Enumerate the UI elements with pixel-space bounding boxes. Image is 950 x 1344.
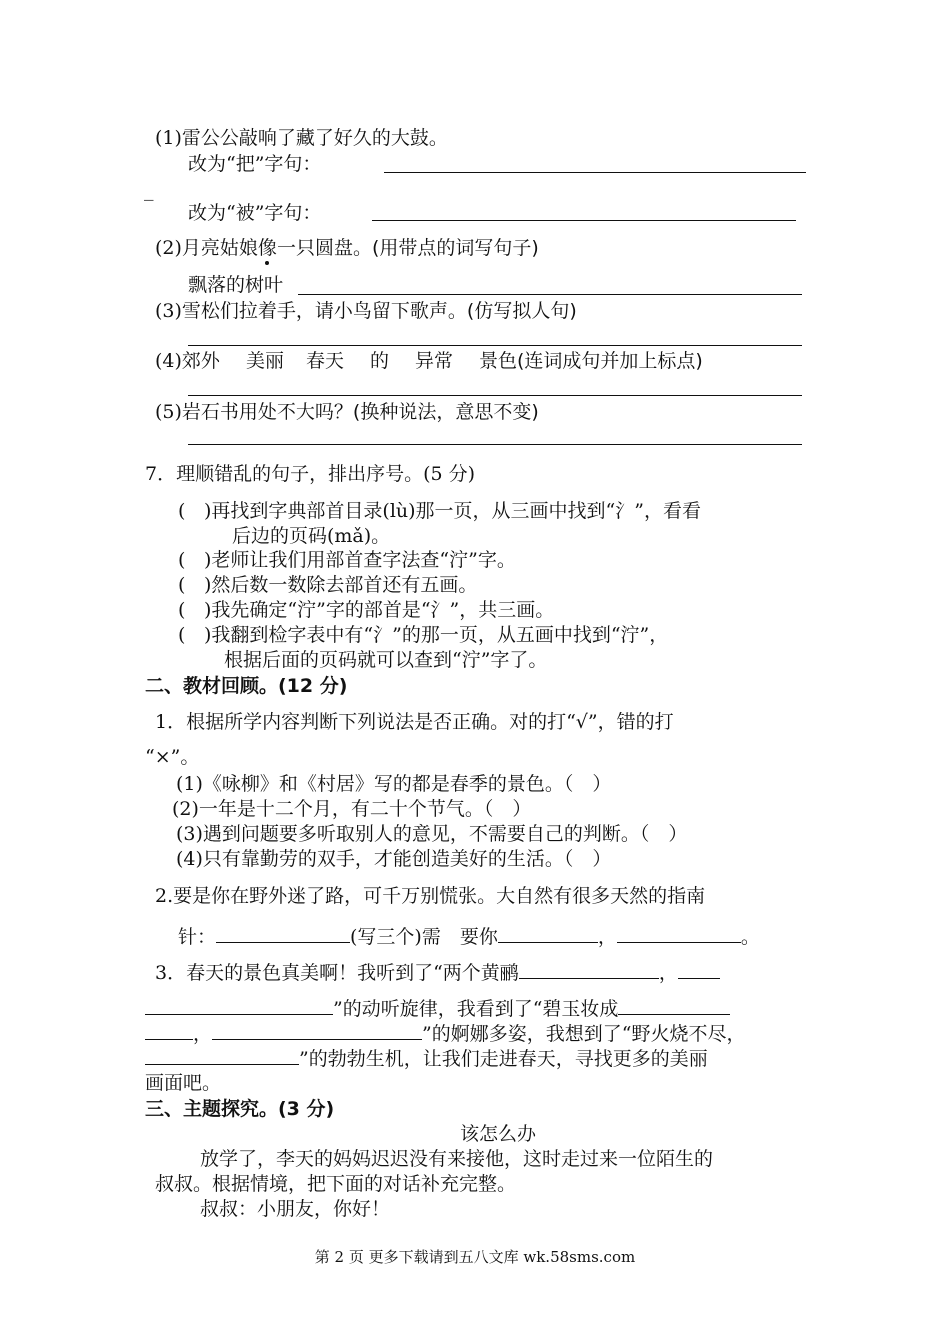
q7-item-text: )老师让我们用部首查字法查“泞”字。 [204,549,516,571]
q6-s4-word: 异常 [414,350,453,372]
q6-s2-prompt-pre: (2)月亮姑娘 [155,237,258,259]
q6-s4-word: 郊外 [181,350,220,372]
s2-q2-text-c: ， [597,926,617,948]
s2-q3-text-e: ”的婀娜多姿，我想到了“野火烧不尽， [422,1023,746,1045]
s2-q1-item-2: (2)一年是十二个月，有二十个节气。（ ） [172,798,532,820]
q7-item-text: )我翻到检字表中有“氵”的那一页，从五画中找到“泞”， [204,624,669,646]
s2-q2-text-d: 。 [740,926,760,948]
q7-title: 7．理顺错乱的句子，排出序号。(5 分) [145,463,476,485]
s2-q3-blank-5[interactable] [145,1046,299,1065]
q7-order-blank[interactable]: ( [178,549,186,571]
q6-s4-word: 美丽 [245,350,284,372]
q7-item-2 [178,548,516,572]
q7-item-text: )我先确定“泞”字的部首是“氵”，共三画。 [204,599,555,621]
s2-q2-blank-1[interactable] [216,924,350,943]
s2-q3-line1 [155,960,720,985]
q6-s1-ba-label: 改为“把”字句： [188,153,322,175]
s2-q3-text-f: ”的勃勃生机，让我们走进春天，寻找更多的美丽 [299,1048,708,1070]
q6-s3-hint: (仿写拟人句) [466,300,577,322]
s2-q3-line5: 画面吧。 [145,1072,222,1094]
q7-item-1 [178,499,701,523]
s2-q3-line2 [145,996,730,1021]
s2-q2-text-b: (写三个)需 要你 [350,926,498,948]
section3-title: 三、主题探究。(3 分) [145,1098,335,1120]
s2-q2-text-a: 针： [178,926,217,948]
q6-s3-answer-line[interactable] [188,345,802,346]
story-para-line2: 叔叔。根据情境，把下面的对话补充完整。 [155,1173,517,1195]
s2-q3-text-b: ， [658,962,678,984]
q6-s5-hint: (换种说法，意思不变) [352,401,539,423]
s2-q3-text-a: 3．春天的景色真美啊！我听到了“两个黄鹂 [155,962,519,984]
s2-q1-item-4: (4)只有靠勤劳的双手，才能创造美好的生活。（ ） [176,848,612,870]
q6-s4-prompt [155,349,703,373]
q7-item-5 [178,623,668,647]
s2-q2-line2 [178,924,760,949]
q6-s1-bei-answer-line[interactable] [372,220,796,221]
q6-s2-hint: (用带点的词写句子) [371,237,539,259]
s2-q1-item-1: (1)《咏柳》和《村居》写的都是春季的景色。（ ） [176,773,612,795]
s2-q3-text-d: ， [193,1023,213,1045]
page-footer: 第 2 页 更多下载请到五八文库 wk.58sms.com [314,1248,636,1266]
q6-s5-prompt [155,400,539,424]
q6-s4-num: (4) [155,350,182,372]
q7-item-3 [178,573,477,597]
s2-q1-item-3: (3)遇到问题要多听取别人的意见，不需要自己的判断。（ ） [176,823,688,845]
q6-s2-answer-line[interactable] [298,294,802,295]
s2-q2-blank-2[interactable] [498,924,598,943]
q7-order-blank[interactable]: ( [178,500,186,522]
s2-q3-text-c: ”的动听旋律，我看到了“碧玉妆成 [333,998,619,1020]
q7-item-text: )然后数一数除去部首还有五画。 [204,574,478,596]
q6-s1-bei-label: 改为“被”字句： [188,202,322,224]
s2-q3-blank-2-cont[interactable] [145,996,333,1015]
s2-q3-blank-2[interactable] [678,960,720,979]
q6-s3-prompt [155,299,577,323]
s2-q3-blank-3-cont[interactable] [145,1021,193,1040]
dialog-line-1: 叔叔：小朋友，你好！ [200,1198,391,1220]
section2-title: 二、教材回顾。(12 分) [145,675,348,697]
q7-item-1-cont: 后边的页码(mǎ)。 [232,525,391,547]
s2-q2-blank-3[interactable] [617,924,741,943]
q6-s2-prompt [155,236,539,260]
s2-q3-blank-3[interactable] [618,996,730,1015]
story-title: 该怎么办 [460,1123,537,1145]
s2-q3-line3 [145,1021,745,1046]
q6-s4-word: 的 [369,350,389,372]
s2-q3-blank-1[interactable] [519,960,659,979]
s2-q3-blank-4[interactable] [212,1021,422,1040]
q6-s2-prompt-post: 一只圆盘。 [276,237,372,259]
s2-q3-line4 [145,1046,708,1071]
s2-q1-line1: 1．根据所学内容判断下列说法是否正确。对的打“√”，错的打 [155,711,674,733]
q7-order-blank[interactable]: ( [178,624,186,646]
q7-item-text: )再找到字典部首目录(lù)那一页，从三画中找到“氵”，看看 [204,500,701,522]
s2-q2-line1: 2.要是你在野外迷了路，可千万别慌张。大自然有很多天然的指南 [155,885,706,907]
q6-s1-prompt: (1)雷公公敲响了藏了好久的大鼓。 [155,127,448,149]
q6-s4-answer-line[interactable] [188,395,802,396]
story-para-line1: 放学了，李天的妈妈迟迟没有来接他，这时走过来一位陌生的 [200,1148,714,1170]
q6-s5-answer-line[interactable] [188,444,802,445]
q6-s1-stray-mark: _ [144,179,154,201]
q7-item-4 [178,598,554,622]
q6-s4-word: 春天 [305,350,344,372]
q7-order-blank[interactable]: ( [178,599,186,621]
q6-s2-dotted-word: 像 [257,237,277,259]
q7-order-blank[interactable]: ( [178,574,186,596]
q7-item-5-cont: 根据后面的页码就可以查到“泞”字了。 [224,649,548,671]
q6-s4-hint: (连词成句并加上标点) [517,350,703,372]
q6-s4-word: 景色 [479,350,518,372]
q6-s1-ba-answer-line[interactable] [384,172,806,173]
q6-s2-prefix: 飘落的树叶 [188,274,284,296]
q6-s3-text: (3)雪松们拉着手，请小鸟留下歌声。 [155,300,467,322]
q6-s5-text: (5)岩石书用处不大吗？ [155,401,353,423]
s2-q1-line2: “×”。 [145,746,200,768]
